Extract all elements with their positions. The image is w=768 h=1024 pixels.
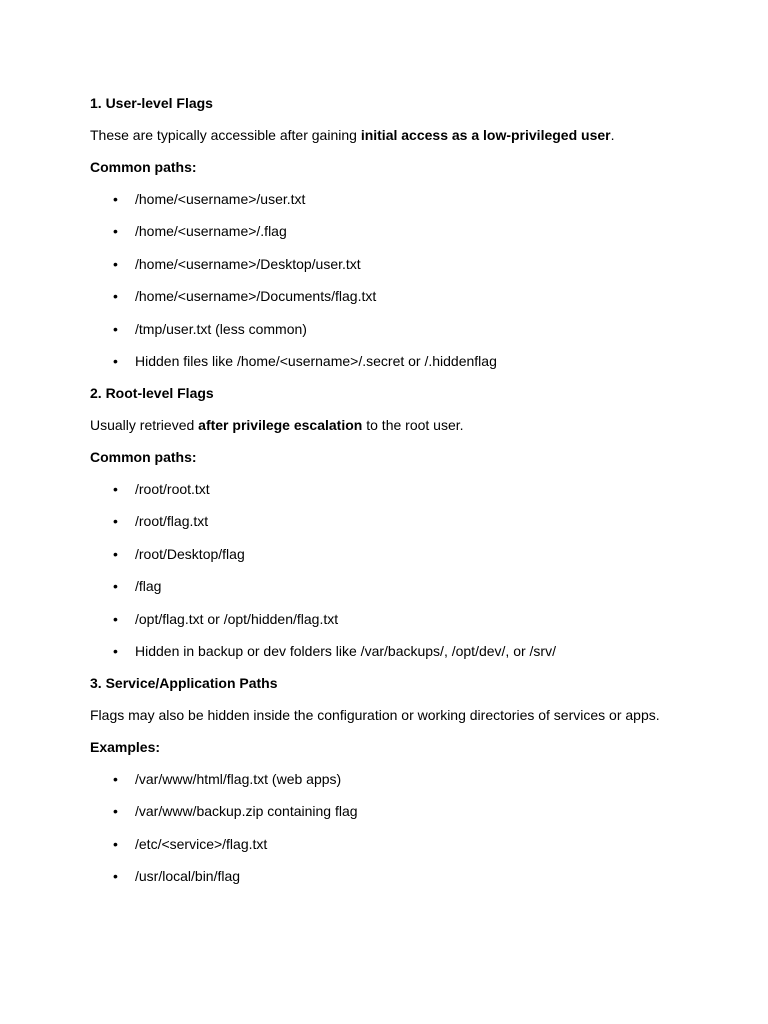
bullet-icon: • — [113, 223, 118, 240]
list-item — [90, 543, 660, 565]
list-item — [90, 510, 660, 532]
list-item — [90, 575, 660, 597]
list-item-text: /etc/<service>/flag.txt — [135, 835, 268, 852]
intro-text-end: . — [610, 127, 615, 143]
list-item-text: /root/Desktop/flag — [135, 545, 245, 562]
list-item-text: /tmp/user.txt (less common) — [135, 320, 307, 337]
list-item-text: /home/<username>/Desktop/user.txt — [135, 255, 361, 272]
list-item — [90, 318, 660, 340]
list-item — [90, 478, 660, 500]
list-item-text: /var/www/backup.zip containing flag — [135, 803, 358, 820]
section-heading-user-level: 1. User-level Flags — [90, 95, 213, 111]
bullet-icon: • — [113, 610, 118, 627]
examples-label: Examples: — [90, 738, 161, 755]
bullet-icon: • — [113, 770, 118, 787]
list-item — [90, 800, 660, 822]
list-item — [90, 350, 660, 372]
common-paths-label: Common paths: — [90, 448, 197, 465]
path-list-user-level — [90, 188, 660, 372]
bullet-icon: • — [113, 578, 118, 595]
intro-emphasis: after privilege escalation — [198, 416, 363, 433]
bullet-icon: • — [113, 480, 118, 497]
list-item — [90, 253, 660, 275]
list-item — [90, 865, 660, 887]
list-item-text: /root/flag.txt — [135, 513, 209, 530]
bullet-icon: • — [113, 835, 118, 852]
path-list-service-paths — [90, 768, 660, 887]
intro-text-end: to the root user. — [362, 416, 464, 433]
list-item-text: /flag — [135, 578, 162, 595]
list-item — [90, 608, 660, 630]
intro-emphasis: initial access as a low-privileged user — [360, 127, 611, 143]
bullet-icon: • — [113, 545, 118, 562]
list-item-text: Hidden in backup or dev folders like /var/backups/, /opt/dev/, or /srv/ — [135, 642, 556, 659]
list-item-text: /usr/local/bin/flag — [135, 868, 241, 885]
list-item-text: /home/<username>/Documents/flag.txt — [135, 288, 377, 305]
list-item — [90, 285, 660, 307]
list-item-text: /var/www/html/flag.txt (web apps) — [135, 770, 342, 787]
section-heading-service-paths: 3. Service/Application Paths — [90, 674, 278, 691]
bullet-icon: • — [113, 803, 118, 820]
intro-text: These are typically accessible after gaining — [90, 127, 361, 143]
list-item — [90, 833, 660, 855]
intro-text: Usually retrieved — [90, 416, 199, 433]
section-intro-service-paths — [90, 704, 660, 726]
list-item — [90, 188, 660, 210]
path-list-root-level — [90, 478, 660, 662]
common-paths-label: Common paths: — [90, 159, 197, 175]
section-intro-user-level — [90, 124, 660, 146]
bullet-icon: • — [113, 191, 118, 207]
bullet-icon: • — [113, 320, 118, 337]
bullet-icon: • — [113, 642, 118, 659]
document-page — [90, 92, 660, 897]
list-item-text: /opt/flag.txt or /opt/hidden/flag.txt — [135, 610, 339, 627]
bullet-icon: • — [113, 352, 118, 369]
intro-text: Flags may also be hidden inside the configuration or working directories of services or apps. — [90, 706, 660, 723]
list-item-text: Hidden files like /home/<username>/.secret or /.hiddenflag — [135, 352, 497, 369]
list-item — [90, 640, 660, 662]
bullet-icon: • — [113, 513, 118, 530]
section-heading-root-level: 2. Root-level Flags — [90, 384, 214, 401]
bullet-icon: • — [113, 868, 118, 885]
section-intro-root-level — [90, 414, 660, 436]
list-item-text: /home/<username>/user.txt — [135, 191, 306, 207]
bullet-icon: • — [113, 255, 118, 272]
list-item — [90, 220, 660, 242]
bullet-icon: • — [113, 288, 118, 305]
list-item-text: /home/<username>/.flag — [135, 223, 287, 240]
list-item — [90, 768, 660, 790]
list-item-text: /root/root.txt — [135, 480, 210, 497]
